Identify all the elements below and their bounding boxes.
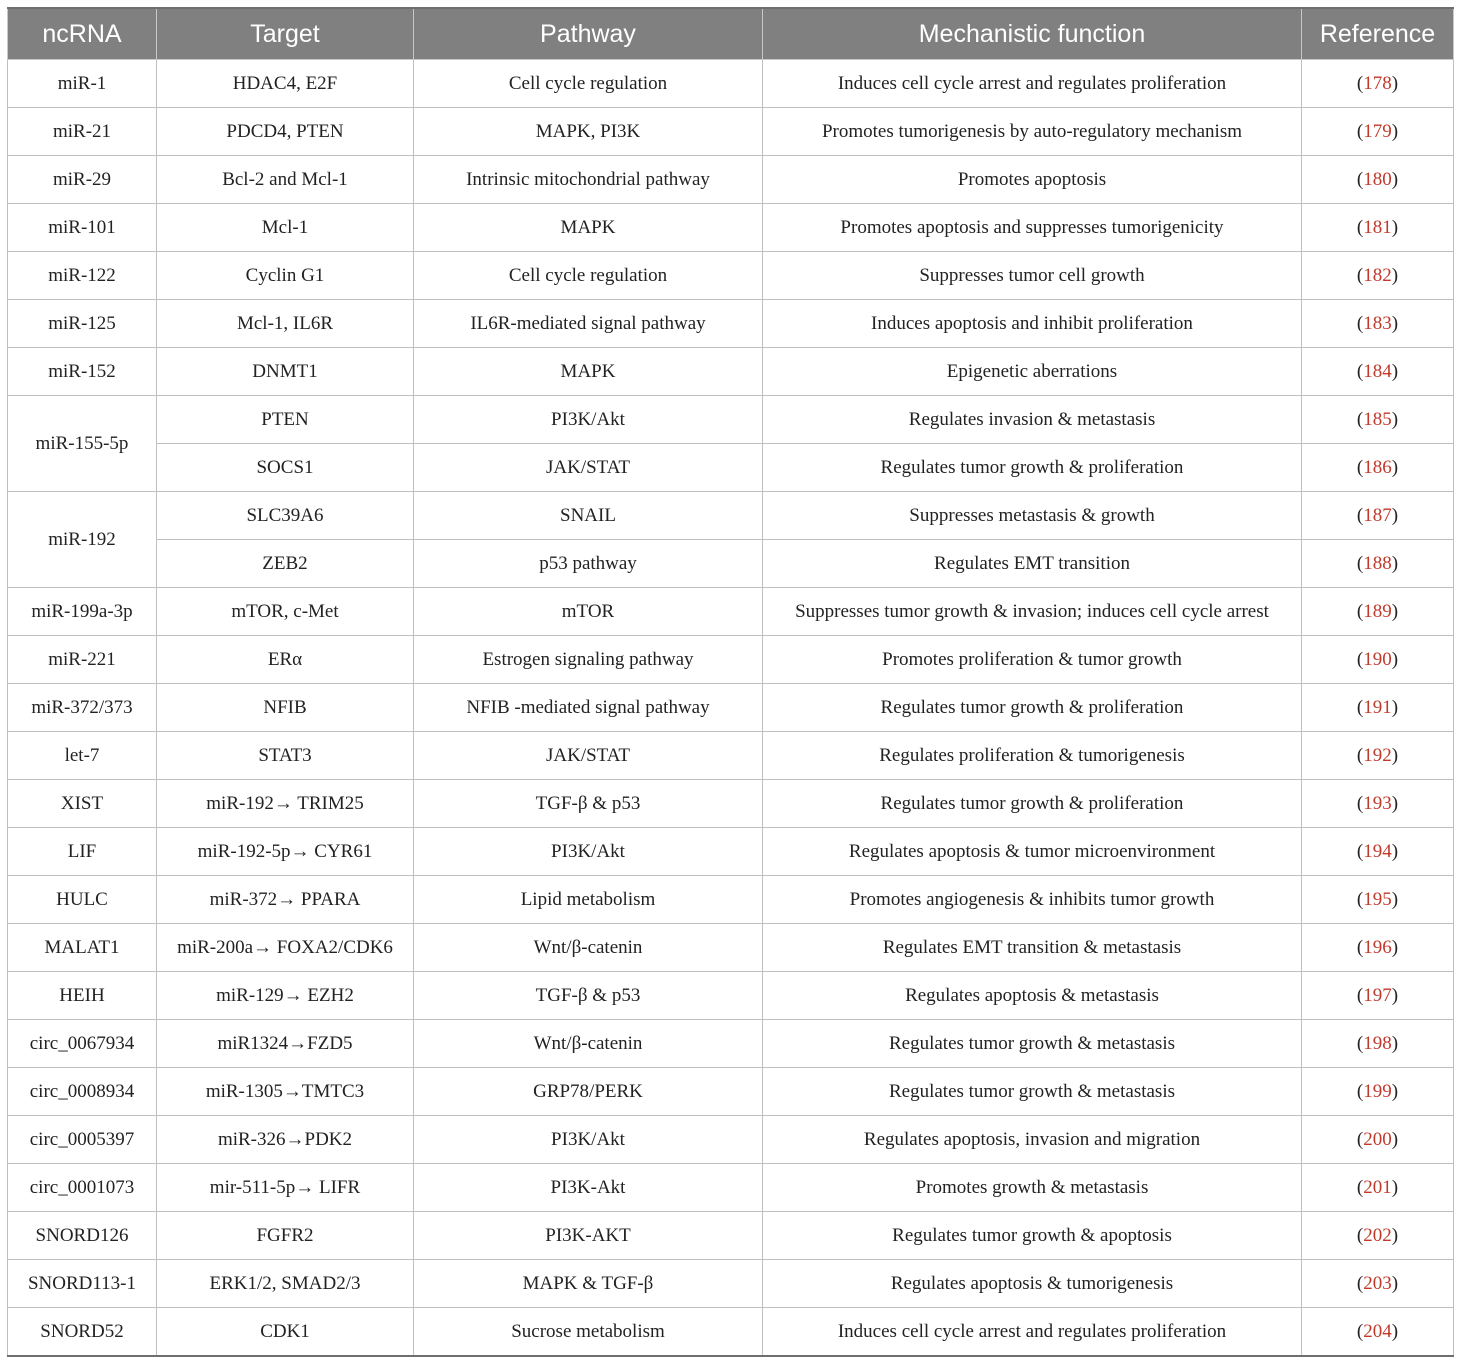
cell-ncrna: miR-125 — [8, 300, 157, 348]
cell-target: miR-200a→ FOXA2/CDK6 — [157, 924, 414, 972]
cell-ncrna: SNORD52 — [8, 1308, 157, 1357]
cell-ncrna: circ_0008934 — [8, 1068, 157, 1116]
cell-reference: (204) — [1302, 1308, 1454, 1357]
table-row — [8, 732, 1454, 780]
reference-link[interactable]: 201 — [1363, 1176, 1392, 1198]
cell-reference: (198) — [1302, 1020, 1454, 1068]
cell-target: miR1324→FZD5 — [157, 1020, 414, 1068]
cell-target: NFIB — [157, 684, 414, 732]
cell-target: CDK1 — [157, 1308, 414, 1357]
cell-target: Bcl-2 and Mcl-1 — [157, 156, 414, 204]
cell-mechanistic-function: Promotes apoptosis — [763, 156, 1302, 204]
table-row — [8, 588, 1454, 636]
cell-pathway: mTOR — [414, 588, 763, 636]
cell-target: PDCD4, PTEN — [157, 108, 414, 156]
cell-ncrna: circ_0001073 — [8, 1164, 157, 1212]
cell-target: miR-1305→TMTC3 — [157, 1068, 414, 1116]
reference-link[interactable]: 183 — [1363, 312, 1392, 334]
cell-target: miR-192→ TRIM25 — [157, 780, 414, 828]
column-header-pathway: Pathway — [414, 8, 763, 60]
cell-target: HDAC4, E2F — [157, 60, 414, 108]
cell-ncrna: circ_0067934 — [8, 1020, 157, 1068]
cell-pathway: TGF-β & p53 — [414, 780, 763, 828]
cell-pathway: p53 pathway — [414, 540, 763, 588]
cell-reference: (188) — [1302, 540, 1454, 588]
table-row — [8, 204, 1454, 252]
cell-ncrna: miR-122 — [8, 252, 157, 300]
reference-link[interactable]: 187 — [1363, 504, 1392, 526]
cell-pathway: SNAIL — [414, 492, 763, 540]
cell-ncrna: HULC — [8, 876, 157, 924]
cell-target: ERα — [157, 636, 414, 684]
cell-target: mir-511-5p→ LIFR — [157, 1164, 414, 1212]
table-row — [8, 780, 1454, 828]
ncrna-table — [7, 7, 1454, 1357]
cell-ncrna: let-7 — [8, 732, 157, 780]
reference-link[interactable]: 185 — [1363, 408, 1392, 430]
cell-target: SOCS1 — [157, 444, 414, 492]
cell-reference: (196) — [1302, 924, 1454, 972]
cell-mechanistic-function: Regulates proliferation & tumorigenesis — [763, 732, 1302, 780]
cell-ncrna: miR-221 — [8, 636, 157, 684]
reference-link[interactable]: 191 — [1363, 696, 1392, 718]
cell-target: Cyclin G1 — [157, 252, 414, 300]
reference-link[interactable]: 203 — [1363, 1272, 1392, 1294]
cell-ncrna: miR-21 — [8, 108, 157, 156]
reference-link[interactable]: 204 — [1363, 1320, 1392, 1342]
cell-pathway: PI3K/Akt — [414, 396, 763, 444]
cell-mechanistic-function: Regulates tumor growth & proliferation — [763, 684, 1302, 732]
cell-reference: (183) — [1302, 300, 1454, 348]
table-row — [8, 684, 1454, 732]
column-header-ncrna: ncRNA — [8, 8, 157, 60]
cell-reference: (189) — [1302, 588, 1454, 636]
table-row — [8, 828, 1454, 876]
reference-link[interactable]: 192 — [1363, 744, 1392, 766]
cell-reference: (180) — [1302, 156, 1454, 204]
cell-reference: (194) — [1302, 828, 1454, 876]
cell-ncrna: miR-101 — [8, 204, 157, 252]
cell-target: FGFR2 — [157, 1212, 414, 1260]
reference-link[interactable]: 188 — [1363, 552, 1392, 574]
cell-target: STAT3 — [157, 732, 414, 780]
table-row — [8, 60, 1454, 108]
cell-pathway: PI3K/Akt — [414, 828, 763, 876]
cell-mechanistic-function: Regulates apoptosis & tumorigenesis — [763, 1260, 1302, 1308]
column-header-mechanistic-function: Mechanistic function — [763, 8, 1302, 60]
table-body — [8, 60, 1454, 1357]
reference-link[interactable]: 190 — [1363, 648, 1392, 670]
table-container — [7, 7, 1453, 1357]
table-row — [8, 108, 1454, 156]
cell-target: miR-326→PDK2 — [157, 1116, 414, 1164]
cell-reference: (187) — [1302, 492, 1454, 540]
cell-ncrna: circ_0005397 — [8, 1116, 157, 1164]
reference-link[interactable]: 178 — [1363, 72, 1392, 94]
reference-link[interactable]: 199 — [1363, 1080, 1392, 1102]
table-row — [8, 1308, 1454, 1357]
cell-mechanistic-function: Regulates tumor growth & proliferation — [763, 444, 1302, 492]
cell-ncrna: miR-29 — [8, 156, 157, 204]
reference-link[interactable]: 189 — [1363, 600, 1392, 622]
table-row — [8, 1068, 1454, 1116]
cell-ncrna: miR-155-5p — [8, 396, 157, 492]
cell-pathway: Cell cycle regulation — [414, 252, 763, 300]
cell-target: mTOR, c-Met — [157, 588, 414, 636]
cell-mechanistic-function: Promotes growth & metastasis — [763, 1164, 1302, 1212]
cell-target: miR-129→ EZH2 — [157, 972, 414, 1020]
cell-mechanistic-function: Epigenetic aberrations — [763, 348, 1302, 396]
table-row — [8, 540, 1454, 588]
cell-pathway: PI3K-AKT — [414, 1212, 763, 1260]
table-row — [8, 1260, 1454, 1308]
reference-link[interactable]: 179 — [1363, 120, 1392, 142]
cell-mechanistic-function: Suppresses metastasis & growth — [763, 492, 1302, 540]
cell-mechanistic-function: Suppresses tumor cell growth — [763, 252, 1302, 300]
reference-link[interactable]: 202 — [1363, 1224, 1392, 1246]
cell-ncrna: SNORD126 — [8, 1212, 157, 1260]
cell-ncrna: MALAT1 — [8, 924, 157, 972]
cell-mechanistic-function: Regulates apoptosis & metastasis — [763, 972, 1302, 1020]
cell-reference: (199) — [1302, 1068, 1454, 1116]
cell-mechanistic-function: Regulates apoptosis, invasion and migration — [763, 1116, 1302, 1164]
cell-reference: (201) — [1302, 1164, 1454, 1212]
cell-mechanistic-function: Promotes tumorigenesis by auto-regulatory mechanism — [763, 108, 1302, 156]
cell-mechanistic-function: Induces cell cycle arrest and regulates proliferation — [763, 1308, 1302, 1357]
reference-link[interactable]: 193 — [1363, 792, 1392, 814]
table-row — [8, 1164, 1454, 1212]
cell-pathway: PI3K-Akt — [414, 1164, 763, 1212]
cell-pathway: IL6R-mediated signal pathway — [414, 300, 763, 348]
cell-pathway: Intrinsic mitochondrial pathway — [414, 156, 763, 204]
table-row — [8, 972, 1454, 1020]
cell-reference: (182) — [1302, 252, 1454, 300]
cell-reference: (185) — [1302, 396, 1454, 444]
table-row — [8, 636, 1454, 684]
cell-mechanistic-function: Regulates EMT transition & metastasis — [763, 924, 1302, 972]
cell-target: ZEB2 — [157, 540, 414, 588]
cell-pathway: Estrogen signaling pathway — [414, 636, 763, 684]
cell-reference: (192) — [1302, 732, 1454, 780]
table-row — [8, 348, 1454, 396]
cell-mechanistic-function: Regulates tumor growth & apoptosis — [763, 1212, 1302, 1260]
cell-mechanistic-function: Suppresses tumor growth & invasion; induces cell cycle arrest — [763, 588, 1302, 636]
reference-link[interactable]: 197 — [1363, 984, 1392, 1006]
cell-reference: (179) — [1302, 108, 1454, 156]
reference-link[interactable]: 180 — [1363, 168, 1392, 190]
cell-pathway: Lipid metabolism — [414, 876, 763, 924]
cell-reference: (184) — [1302, 348, 1454, 396]
cell-reference: (203) — [1302, 1260, 1454, 1308]
table-row — [8, 396, 1454, 444]
cell-target: ERK1/2, SMAD2/3 — [157, 1260, 414, 1308]
cell-target: SLC39A6 — [157, 492, 414, 540]
reference-link[interactable]: 196 — [1363, 936, 1392, 958]
reference-link[interactable]: 198 — [1363, 1032, 1392, 1054]
cell-ncrna: miR-199a-3p — [8, 588, 157, 636]
cell-mechanistic-function: Promotes proliferation & tumor growth — [763, 636, 1302, 684]
reference-link[interactable]: 200 — [1363, 1128, 1392, 1150]
cell-pathway: PI3K/Akt — [414, 1116, 763, 1164]
cell-pathway: MAPK, PI3K — [414, 108, 763, 156]
cell-pathway: JAK/STAT — [414, 732, 763, 780]
cell-reference: (178) — [1302, 60, 1454, 108]
table-row — [8, 1020, 1454, 1068]
cell-target: Mcl-1 — [157, 204, 414, 252]
cell-target: DNMT1 — [157, 348, 414, 396]
cell-ncrna: miR-192 — [8, 492, 157, 588]
table-row — [8, 924, 1454, 972]
cell-pathway: TGF-β & p53 — [414, 972, 763, 1020]
table-row — [8, 1116, 1454, 1164]
cell-pathway: Cell cycle regulation — [414, 60, 763, 108]
cell-reference: (202) — [1302, 1212, 1454, 1260]
cell-pathway: MAPK — [414, 204, 763, 252]
cell-reference: (186) — [1302, 444, 1454, 492]
reference-link[interactable]: 194 — [1363, 840, 1392, 862]
cell-pathway: NFIB -mediated signal pathway — [414, 684, 763, 732]
cell-mechanistic-function: Promotes apoptosis and suppresses tumorigenicity — [763, 204, 1302, 252]
table-row — [8, 444, 1454, 492]
column-header-target: Target — [157, 8, 414, 60]
cell-reference: (190) — [1302, 636, 1454, 684]
cell-mechanistic-function: Regulates EMT transition — [763, 540, 1302, 588]
cell-target: miR-192-5p→ CYR61 — [157, 828, 414, 876]
cell-pathway: Sucrose metabolism — [414, 1308, 763, 1357]
table-row — [8, 300, 1454, 348]
cell-mechanistic-function: Regulates apoptosis & tumor microenvironment — [763, 828, 1302, 876]
cell-mechanistic-function: Regulates invasion & metastasis — [763, 396, 1302, 444]
reference-link[interactable]: 181 — [1363, 216, 1392, 238]
cell-ncrna: miR-152 — [8, 348, 157, 396]
column-header-reference: Reference — [1302, 8, 1454, 60]
cell-mechanistic-function: Regulates tumor growth & metastasis — [763, 1020, 1302, 1068]
reference-link[interactable]: 184 — [1363, 360, 1392, 382]
header-row — [8, 8, 1454, 60]
cell-reference: (200) — [1302, 1116, 1454, 1164]
cell-reference: (195) — [1302, 876, 1454, 924]
table-header — [8, 8, 1454, 60]
cell-pathway: MAPK & TGF-β — [414, 1260, 763, 1308]
cell-mechanistic-function: Induces apoptosis and inhibit proliferation — [763, 300, 1302, 348]
cell-ncrna: miR-1 — [8, 60, 157, 108]
cell-pathway: JAK/STAT — [414, 444, 763, 492]
table-row — [8, 1212, 1454, 1260]
cell-mechanistic-function: Regulates tumor growth & proliferation — [763, 780, 1302, 828]
reference-link[interactable]: 195 — [1363, 888, 1392, 910]
cell-reference: (191) — [1302, 684, 1454, 732]
cell-pathway: GRP78/PERK — [414, 1068, 763, 1116]
table-row — [8, 156, 1454, 204]
table-row — [8, 492, 1454, 540]
cell-reference: (193) — [1302, 780, 1454, 828]
cell-reference: (197) — [1302, 972, 1454, 1020]
cell-ncrna: HEIH — [8, 972, 157, 1020]
table-row — [8, 252, 1454, 300]
table-row — [8, 876, 1454, 924]
cell-target: PTEN — [157, 396, 414, 444]
cell-ncrna: LIF — [8, 828, 157, 876]
cell-mechanistic-function: Regulates tumor growth & metastasis — [763, 1068, 1302, 1116]
cell-ncrna: XIST — [8, 780, 157, 828]
cell-ncrna: miR-372/373 — [8, 684, 157, 732]
cell-pathway: Wnt/β-catenin — [414, 1020, 763, 1068]
cell-mechanistic-function: Induces cell cycle arrest and regulates proliferation — [763, 60, 1302, 108]
cell-mechanistic-function: Promotes angiogenesis & inhibits tumor growth — [763, 876, 1302, 924]
cell-ncrna: SNORD113-1 — [8, 1260, 157, 1308]
cell-target: miR-372→ PPARA — [157, 876, 414, 924]
reference-link[interactable]: 186 — [1363, 456, 1392, 478]
cell-pathway: Wnt/β-catenin — [414, 924, 763, 972]
reference-link[interactable]: 182 — [1363, 264, 1392, 286]
cell-target: Mcl-1, IL6R — [157, 300, 414, 348]
cell-reference: (181) — [1302, 204, 1454, 252]
cell-pathway: MAPK — [414, 348, 763, 396]
